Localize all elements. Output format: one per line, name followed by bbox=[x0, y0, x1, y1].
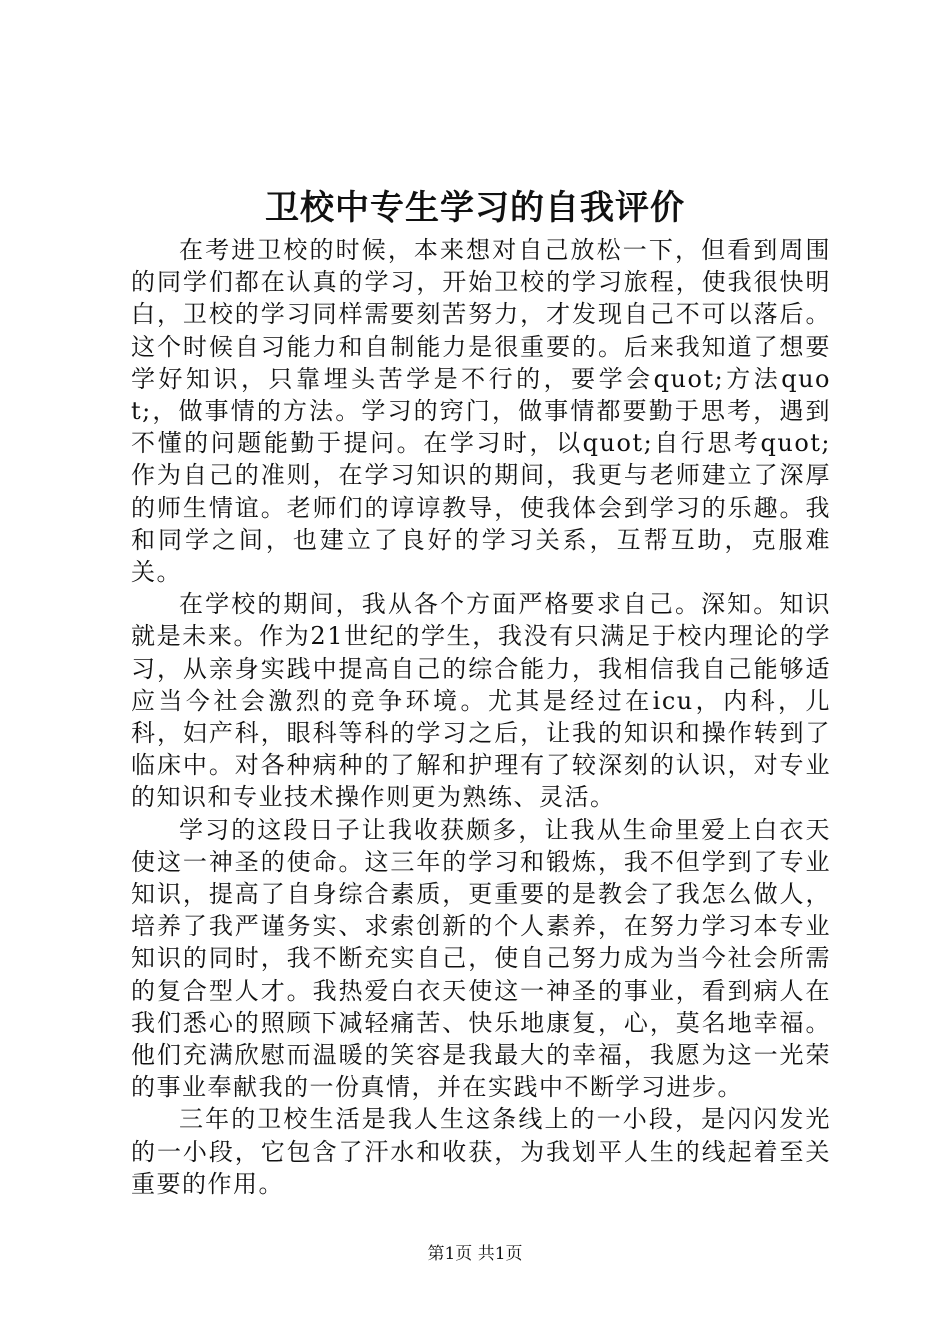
page-number-footer: 第1页 共1页 bbox=[427, 1244, 523, 1264]
document-title: 卫校中专生学习的自我评价 bbox=[265, 188, 685, 228]
paragraph-2: 在学校的期间，我从各个方面严格要求自己。深知。知识就是未来。作为21世纪的学生，我没有只满足于校内理论的学习，从亲身实践中提高自己的综合能力，我相信我自己能够适应当今社会激烈的竞争环境。尤其是经过在icu，内科，儿科，妇产科，眼科等科的学习之后，让我的知识和操作转到了临床中。对各种病种的了解和护理有了较深刻的认识，对专业的知识和专业技术操作则更为熟练、灵活。 bbox=[131, 590, 831, 812]
paragraph-4: 三年的卫校生活是我人生这条线上的一小段，是闪闪发光的一小段，它包含了汗水和收获，为我划平人生的线起着至关重要的作用。 bbox=[131, 1105, 831, 1198]
document-body bbox=[131, 234, 831, 1200]
paragraph-3: 学习的这段日子让我收获颇多，让我从生命里爱上白衣天使这一神圣的使命。这三年的学习和锻炼，我不但学到了专业知识，提高了自身综合素质，更重要的是教会了我怎么做人，培养了我严谨务实、求索创新的个人素养，在努力学习本专业知识的同时，我不断充实自己，使自己努力成为当今社会所需的复合型人才。我热爱白衣天使这一神圣的事业，看到病人在我们悉心的照顾下减轻痛苦、快乐地康复，心，莫名地幸福。他们充满欣慰而温暖的笑容是我最大的幸福，我愿为这一光荣的事业奉献我的一份真情，并在实践中不断学习进步。 bbox=[131, 815, 831, 1102]
paragraph-1: 在考进卫校的时候，本来想对自己放松一下，但看到周围的同学们都在认真的学习，开始卫校的学习旅程，使我很快明白，卫校的学习同样需要刻苦努力，才发现自己不可以落后。这个时候自习能力和自制能力是很重要的。后来我知道了想要学好知识，只靠埋头苦学是不行的，要学会quot;方法quot;，做事情的方法。学习的窍门，做事情都要勤于思考，遇到不懂的问题能勤于提问。在学习时，以quot;自行思考quot;作为自己的准则，在学习知识的期间，我更与老师建立了深厚的师生情谊。老师们的谆谆教导，使我体会到学习的乐趣。我和同学之间，也建立了良好的学习关系，互帮互助，克服难关。 bbox=[131, 236, 831, 587]
